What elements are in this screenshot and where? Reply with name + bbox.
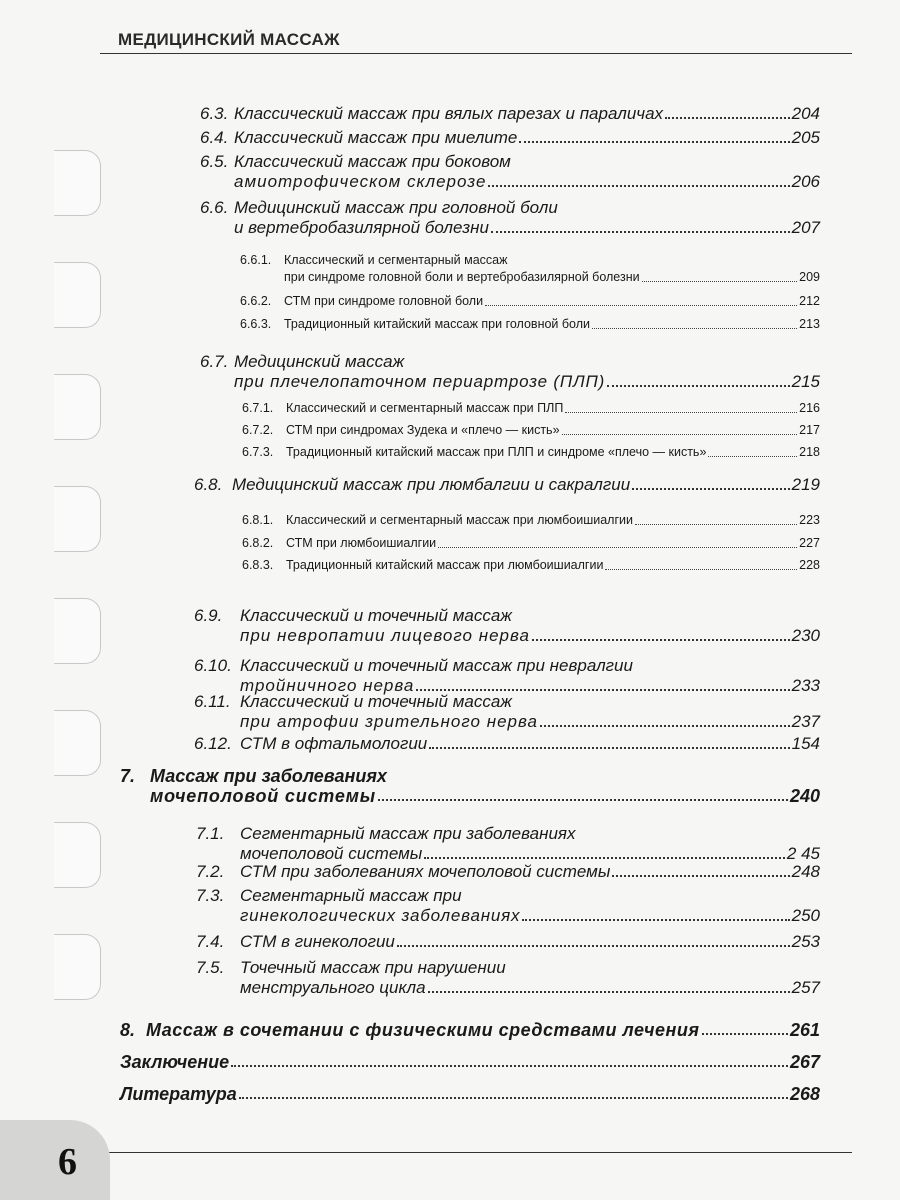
toc-title: Классический массаж при боковом: [234, 152, 511, 171]
toc-title: Сегментарный массаж при заболеваниях: [240, 824, 576, 843]
toc-title: Классический массаж при миелите: [234, 128, 518, 147]
toc-chapter: [120, 1084, 820, 1104]
toc-number: 6.7.3.: [242, 445, 274, 459]
toc-page: 217: [799, 423, 820, 437]
toc-title-cont: амиотрофическом склерозе: [234, 172, 487, 191]
toc-number: 6.6.1.: [240, 253, 272, 267]
toc-entry: [240, 252, 820, 286]
toc-number: 6.5.: [200, 152, 229, 171]
toc-page: 216: [799, 401, 820, 415]
page-number: 6: [58, 1141, 77, 1183]
toc-entry: [242, 444, 820, 461]
toc-number: 7.1.: [196, 824, 225, 843]
toc-chapter: [120, 1020, 820, 1040]
toc-number: 6.11.: [194, 692, 231, 711]
toc-title-cont: тройничного нерва: [240, 676, 415, 695]
toc-page: 213: [799, 317, 820, 331]
toc-entry: [196, 886, 820, 926]
toc-page: 227: [799, 536, 820, 550]
toc-title: Классический и сегментарный массаж при люмбоишиалгии: [286, 513, 633, 527]
toc-number: 6.8.3.: [242, 558, 274, 572]
toc-entry: [194, 656, 820, 696]
toc-entry: [200, 152, 820, 192]
toc-title: Заключение: [120, 1052, 230, 1072]
toc-chapter: [120, 766, 820, 806]
toc-title: Сегментарный массаж при: [240, 886, 462, 905]
toc-page: 207: [791, 218, 820, 237]
toc-title: СТМ при заболеваниях мочеполовой системы: [240, 862, 611, 881]
toc-title: Классический и точечный массаж при невралгии: [240, 656, 633, 675]
toc-title-cont: менструального цикла: [240, 978, 426, 997]
toc-number: 6.10.: [194, 656, 232, 675]
toc-page: 268: [789, 1084, 820, 1104]
toc-page: 261: [789, 1020, 820, 1040]
toc-number: 6.12.: [194, 734, 232, 753]
toc-page: 253: [791, 932, 820, 951]
toc-title: СТМ в офтальмологии: [240, 734, 428, 753]
toc-title: Классический и сегментарный массаж при ПЛП: [286, 401, 564, 415]
toc-title: СТМ при люмбоишиалгии: [286, 536, 437, 550]
toc-number: 7.: [120, 766, 136, 786]
toc-chapter: [120, 1052, 820, 1072]
toc-page: 233: [791, 676, 820, 695]
toc-entry: [196, 958, 820, 998]
toc-entry: [240, 293, 820, 310]
toc-entry: [194, 692, 820, 732]
page-number-tab: [0, 1120, 110, 1200]
toc-entry: [240, 316, 820, 333]
toc-number: 6.3.: [200, 104, 229, 123]
toc-entry: [200, 352, 820, 392]
toc-number: 6.8.2.: [242, 536, 274, 550]
toc-number: 6.8.1.: [242, 513, 274, 527]
toc-title: Классический и точечный массаж: [240, 606, 512, 625]
toc-entry: [196, 932, 820, 952]
toc-title-cont: гинекологических заболеваниях: [240, 906, 521, 925]
toc-title: Традиционный китайский массаж при люмбоишиалгии: [286, 558, 604, 572]
toc-title: Литература: [120, 1084, 237, 1104]
toc-page: 230: [791, 626, 820, 645]
toc-entry: [200, 128, 820, 148]
toc-entry: [242, 422, 820, 439]
running-head: МЕДИЦИНСКИЙ МАССАЖ: [118, 30, 340, 49]
toc-number: 6.6.: [200, 198, 229, 217]
toc-page: 267: [789, 1052, 820, 1072]
toc-title: Традиционный китайский массаж при головной боли: [284, 317, 590, 331]
toc-title: Классический массаж при вялых парезах и параличах: [234, 104, 664, 123]
toc-page: 223: [799, 513, 820, 527]
toc-title: Традиционный китайский массаж при ПЛП и синдроме «плечо — кисть»: [286, 445, 707, 459]
toc-entry: [242, 512, 820, 529]
toc-title: Классический и сегментарный массаж: [284, 253, 508, 267]
toc-title: Классический и точечный массаж: [240, 692, 512, 711]
toc-title-cont: при невропатии лицевого нерва: [240, 626, 530, 645]
toc-page: 257: [791, 978, 820, 997]
toc-page: 218: [799, 445, 820, 459]
toc-number: 7.5.: [196, 958, 225, 977]
toc-page: 212: [799, 294, 820, 308]
toc-number: 6.6.2.: [240, 294, 272, 308]
toc-number: 6.6.3.: [240, 317, 272, 331]
toc-number: 6.4.: [200, 128, 229, 147]
toc-entry: [194, 475, 820, 495]
toc-title-cont: при атрофии зрительного нерва: [240, 712, 538, 731]
toc-entry: [242, 535, 820, 552]
toc-title-cont: и вертебробазилярной болезни: [234, 218, 489, 237]
toc-entry: [194, 606, 820, 646]
toc-page: 240: [789, 786, 820, 806]
toc-number: 7.3.: [196, 886, 225, 905]
toc-page: 237: [791, 712, 820, 731]
toc-entry: [200, 198, 820, 238]
toc-page: 248: [791, 862, 820, 881]
toc-page: 204: [791, 104, 820, 123]
toc-number: 6.9.: [194, 606, 223, 625]
toc-number: 6.7.2.: [242, 423, 274, 437]
toc-title: Медицинский массаж при люмбалгии и сакралгии: [232, 475, 631, 494]
toc-number: 8.: [120, 1020, 136, 1040]
toc-title: СТМ при синдромах Зудека и «плечо — кисть»: [286, 423, 560, 437]
toc-title-cont: при синдроме головной боли и вертебробазилярной болезни: [284, 270, 640, 284]
toc-title-cont: мочеполовой системы: [240, 844, 423, 863]
toc-number: 6.7.1.: [242, 401, 274, 415]
toc-title-cont: при плечелопаточном периартрозе (ПЛП): [234, 372, 606, 391]
toc-title-cont: мочеполовой системы: [150, 786, 376, 806]
footer-rule: [100, 1152, 852, 1153]
toc-page: 205: [791, 128, 820, 147]
toc-number: 7.2.: [196, 862, 225, 881]
toc-entry: [196, 824, 820, 864]
toc-entry: [196, 862, 820, 882]
toc-page: 219: [791, 475, 820, 494]
toc-page: 209: [799, 270, 820, 284]
toc-page: 206: [791, 172, 820, 191]
toc-title: СТМ в гинекологии: [240, 932, 395, 951]
toc-number: 6.7.: [200, 352, 229, 371]
toc-title: Массаж при заболеваниях: [150, 766, 387, 786]
toc-entry: [200, 104, 820, 124]
toc-page: 215: [791, 372, 820, 391]
toc-title: Точечный массаж при нарушении: [240, 958, 506, 977]
toc-title: Массаж в сочетании с физическими средствами лечения: [146, 1020, 700, 1040]
toc-page: 228: [799, 558, 820, 572]
toc-title: Медицинский массаж: [234, 352, 405, 371]
toc-page: 154: [791, 734, 820, 753]
toc-entry: [194, 734, 820, 754]
toc-title: Медицинский массаж при головной боли: [234, 198, 558, 217]
toc-page: 250: [791, 906, 820, 925]
toc-entry: [242, 400, 820, 417]
toc-title: СТМ при синдроме головной боли: [284, 294, 484, 308]
toc-number: 7.4.: [196, 932, 225, 951]
toc-page: 2 45: [786, 844, 820, 863]
toc-entry: [242, 557, 820, 574]
toc-number: 6.8.: [194, 475, 223, 494]
